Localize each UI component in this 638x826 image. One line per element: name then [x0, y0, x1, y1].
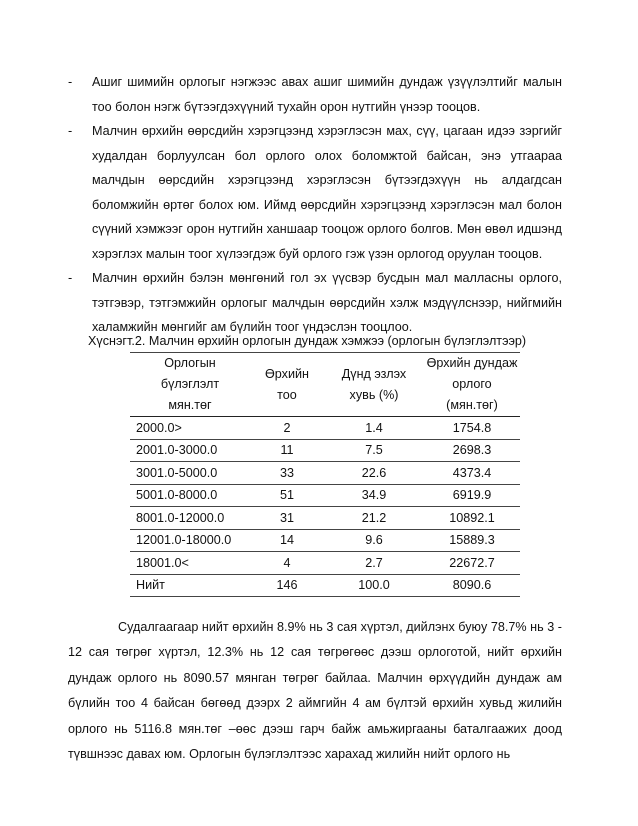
cell-avg-income: 1754.8 [424, 417, 520, 440]
header-avg-income [424, 353, 520, 417]
cell-households: 51 [250, 484, 324, 507]
cell-income-group: 18001.0< [130, 552, 250, 575]
cell-avg-income: 8090.6 [424, 574, 520, 597]
income-table [130, 352, 520, 597]
table-row [130, 507, 520, 530]
header-share [324, 353, 424, 417]
header-line: мян.төг [168, 398, 212, 412]
cell-households: 33 [250, 462, 324, 485]
cell-income-group: Нийт [130, 574, 250, 597]
bullet-list [68, 70, 562, 340]
bullet-dash: - [68, 75, 73, 89]
header-line: Орлогын [164, 356, 216, 370]
header-line: хувь (%) [349, 387, 399, 402]
table-caption: Хүснэгт.2. Малчин өрхийн орлогын дундаж хэмжээ (орлогын бүлэглэлтээр) [88, 334, 527, 348]
cell-income-group: 2000.0> [130, 417, 250, 440]
cell-share: 34.9 [324, 484, 424, 507]
header-income-group [130, 353, 250, 417]
table-header [130, 353, 520, 417]
table-row [130, 484, 520, 507]
header-line: орлого [452, 377, 492, 391]
table-row [130, 417, 520, 440]
header-line: (мян.төг) [446, 398, 498, 412]
cell-households: 31 [250, 507, 324, 530]
cell-households: 11 [250, 439, 324, 462]
cell-income-group: 3001.0-5000.0 [130, 462, 250, 485]
header-line: тоо [277, 387, 297, 402]
table-body [130, 417, 520, 597]
cell-avg-income: 4373.4 [424, 462, 520, 485]
table-row [130, 552, 520, 575]
cell-households: 146 [250, 574, 324, 597]
header-line: Өрхийн [265, 366, 309, 381]
bullet-text: Ашиг шимийн орлогыг нэгжээс авах ашиг шимийн дундаж үзүүлэлтийг малын тоо болон нэгж бүтээгдэхүүний тухайн орон нутгийн үнээр тооцов. [92, 75, 562, 114]
header-line: Дүнд эзлэх [341, 366, 407, 381]
bullet-item [68, 70, 562, 119]
table-row [130, 529, 520, 552]
bullet-text: Малчин өрхийн өөрсдийн хэрэгцээнд хэрэглэсэн мах, сүү, цагаан идээ зэргийг худалдан борлуулсан бол орлого олох боломжтой байсан, энэ утгаараа малчдын өөрсдийн хэрэгцээнд хэрэглэсэн бүтээгдэхүүн нь алдагдсан боломжийн өртөг болох юм. Иймд өөрсдийн хэрэгцээнд хэрэглэсэн мал болон сүүний хэмжээг орон нутгийн ханшаар тооцож орлого болгов. Мөн өвөл идшэнд хэрэглэх малын тоог хүлээгдэж буй орлого гэж үзэн орлогод оруулан тооцов. [92, 124, 562, 261]
cell-households: 4 [250, 552, 324, 575]
cell-avg-income: 22672.7 [424, 552, 520, 575]
cell-share: 22.6 [324, 462, 424, 485]
cell-income-group: 2001.0-3000.0 [130, 439, 250, 462]
cell-income-group: 12001.0-18000.0 [130, 529, 250, 552]
bullet-text: Малчин өрхийн бэлэн мөнгөний гол эх үүсвэр бусдын мал малласны орлого, тэтгэвэр, тэтгэмжийн орлогыг малчдын өөрсдийн хэлж мэдүүлснээр, нийгмийн халамжийн мөнгийг ам бүлийн тоог үндэслэн тооцлоо. [92, 271, 562, 334]
table-total-row [130, 574, 520, 597]
bullet-dash: - [68, 271, 73, 285]
cell-avg-income: 2698.3 [424, 439, 520, 462]
cell-households: 14 [250, 529, 324, 552]
cell-share: 1.4 [324, 417, 424, 440]
header-row [130, 353, 520, 417]
cell-avg-income: 15889.3 [424, 529, 520, 552]
bullet-dash: - [68, 124, 73, 138]
bullet-item [68, 119, 562, 266]
cell-share: 100.0 [324, 574, 424, 597]
cell-share: 21.2 [324, 507, 424, 530]
body-paragraph: Судалгаагаар нийт өрхийн 8.9% нь 3 сая хүртэл, дийлэнх буюу 78.7% нь 3 - 12 сая төгрөг хүртэл, 12.3% нь 12 сая төгрөгөөс дээш орлоготой, нийт өрхийн дундаж орлого нь 8090.57 мянган төгрөг байлаа. Малчин өрхүүдийн дундаж ам бүлийн тоо 4 байсан бөгөөд дээрх 2 аймгийн 4 ам бүлтэй өрхийн хувьд жилийн орлого нь 5116.8 мян.төг –өөс дээш гарч байж амьжиргааны баталгаажих доод түвшнээс давах юм. Орлогын бүлэглэлтээс харахад жилийн нийт орлого нь [68, 620, 562, 762]
bullet-item [68, 266, 562, 340]
cell-share: 2.7 [324, 552, 424, 575]
header-line: Өрхийн дундаж [426, 356, 518, 370]
cell-households: 2 [250, 417, 324, 440]
table-row [130, 462, 520, 485]
cell-income-group: 5001.0-8000.0 [130, 484, 250, 507]
cell-share: 9.6 [324, 529, 424, 552]
table-row [130, 439, 520, 462]
cell-avg-income: 6919.9 [424, 484, 520, 507]
cell-income-group: 8001.0-12000.0 [130, 507, 250, 530]
cell-share: 7.5 [324, 439, 424, 462]
header-households [250, 353, 324, 417]
header-line: бүлэглэлт [160, 377, 220, 391]
cell-avg-income: 10892.1 [424, 507, 520, 530]
